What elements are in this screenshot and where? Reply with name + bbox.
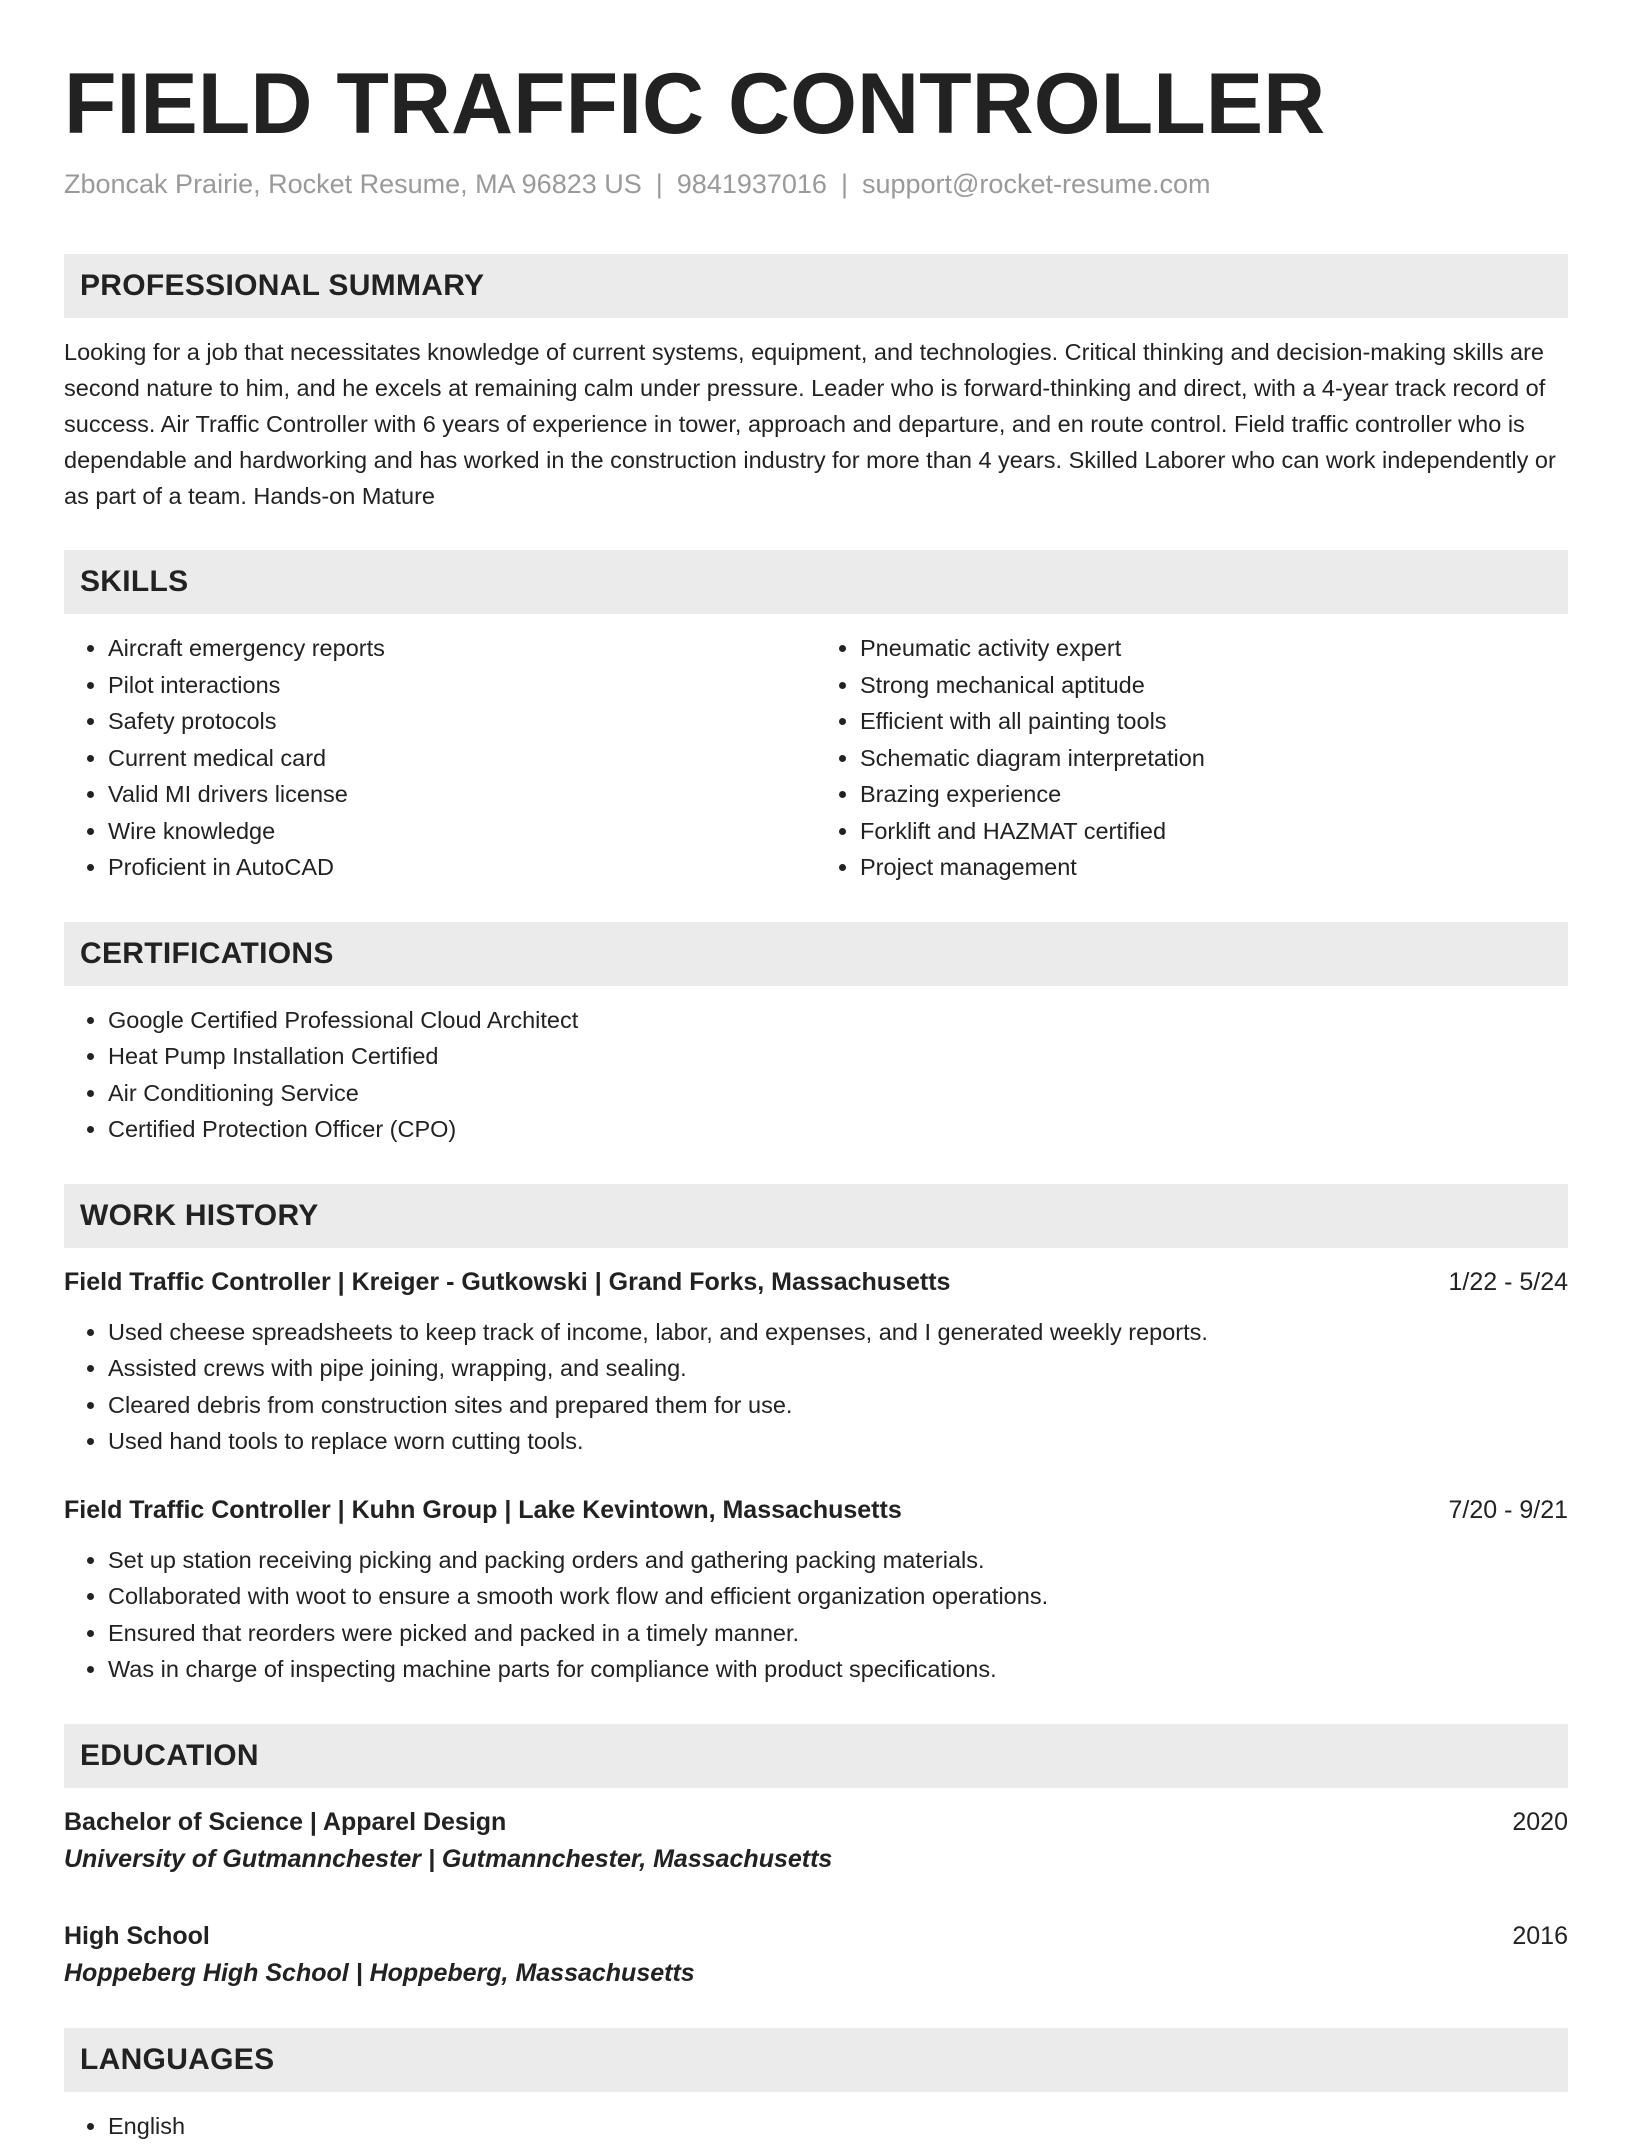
list-item: • Assisted crews with pipe joining, wrapping, and sealing. [108,1350,1568,1387]
contact-phone: 9841937016 [677,169,827,199]
section-title: PROFESSIONAL SUMMARY [80,269,484,303]
contact-separator: | [642,169,677,199]
contact-separator: | [827,169,862,199]
list-item: • Aircraft emergency reports [108,630,816,667]
section-title: WORK HISTORY [80,1199,319,1233]
list-item: • Schematic diagram interpretation [860,740,1568,777]
section-title: SKILLS [80,565,188,599]
job-dates: 1/22 - 5/24 [1448,1264,1568,1300]
list-item: • Strong mechanical aptitude [860,667,1568,704]
list-item: • Air Conditioning Service [108,1075,1568,1112]
education-header [64,1804,1568,1840]
section-header-education [64,1724,1568,1788]
list-item: • Safety protocols [108,703,816,740]
job-title: Field Traffic Controller | Kreiger - Gutkowski | Grand Forks, Massachusetts [64,1264,950,1300]
list-item: • Certified Protection Officer (CPO) [108,1111,1568,1148]
job-header [64,1492,1568,1528]
certifications-list [64,1002,1568,1148]
list-item: • Collaborated with woot to ensure a smooth work flow and efficient organization operations. [108,1578,1568,1615]
list-item: • Proficient in AutoCAD [108,849,816,886]
list-item: • Efficient with all painting tools [860,703,1568,740]
job-dates: 7/20 - 9/21 [1448,1492,1568,1528]
list-item: • English [108,2108,1568,2144]
contact-address: Zboncak Prairie, Rocket Resume, MA 96823 US [64,169,642,199]
list-item: • Pilot interactions [108,667,816,704]
skills-list-left [64,630,816,886]
list-item: • Set up station receiving picking and packing orders and gathering packing materials. [108,1542,1568,1579]
list-item: • Cleared debris from construction sites and prepared them for use. [108,1387,1568,1424]
section-header-summary [64,254,1568,318]
section-title: CERTIFICATIONS [80,937,334,971]
job-entry [64,1492,1568,1688]
list-item: • Ensured that reorders were picked and packed in a timely manner. [108,1615,1568,1652]
list-item: • Pneumatic activity expert [860,630,1568,667]
section-header-certifications [64,922,1568,986]
education-entry [64,1918,1568,1992]
job-title: Field Traffic Controller | Kuhn Group | Lake Kevintown, Massachusetts [64,1492,902,1528]
summary-text: Looking for a job that necessitates knowledge of current systems, equipment, and technologies. Critical thinking and decision-making skills are second nature to him, and he excels at remaining calm under pressure. Leader who is forward-thinking and direct, with a 4-year track record of success. Air Traffic Controller with 6 years of experience in tower, approach and departure, and en route control. Field traffic controller who is dependable and hardworking and has worked in the construction industry for more than 4 years. Skilled Laborer who can work independently or as part of a team. Hands-on Mature [64,334,1568,514]
list-item: • Used hand tools to replace worn cutting tools. [108,1423,1568,1460]
list-item: • Heat Pump Installation Certified [108,1038,1568,1075]
list-item: • Current medical card [108,740,816,777]
list-item: • Brazing experience [860,776,1568,813]
list-item: • Google Certified Professional Cloud Architect [108,1002,1568,1039]
graduation-year: 2016 [1512,1918,1568,1954]
education-header [64,1918,1568,1954]
school-name: University of Gutmannchester | Gutmannchester, Massachusetts [64,1840,1568,1878]
education-entry [64,1804,1568,1878]
job-bullets [64,1542,1568,1688]
degree-title: High School [64,1918,210,1954]
list-item: • Project management [860,849,1568,886]
degree-title: Bachelor of Science | Apparel Design [64,1804,506,1840]
section-title: EDUCATION [80,1739,259,1773]
list-item: • Forklift and HAZMAT certified [860,813,1568,850]
list-item: • Was in charge of inspecting machine parts for compliance with product specifications. [108,1651,1568,1688]
section-header-languages [64,2028,1568,2092]
section-title: LANGUAGES [80,2043,274,2077]
contact-email: support@rocket-resume.com [862,169,1211,199]
job-header [64,1264,1568,1300]
job-entry [64,1264,1568,1460]
contact-line [64,166,1568,202]
skills-list-right [816,630,1568,886]
section-header-skills [64,550,1568,614]
list-item: • Used cheese spreadsheets to keep track of income, labor, and expenses, and I generated weekly reports. [108,1314,1568,1351]
job-bullets [64,1314,1568,1460]
candidate-name: FIELD TRAFFIC CONTROLLER [64,52,1568,156]
skills-grid [64,630,1568,886]
section-header-work-history [64,1184,1568,1248]
list-item: • Wire knowledge [108,813,816,850]
school-name: Hoppeberg High School | Hoppeberg, Massachusetts [64,1954,1568,1992]
graduation-year: 2020 [1512,1804,1568,1840]
list-item: • Valid MI drivers license [108,776,816,813]
languages-list [64,2108,1568,2144]
